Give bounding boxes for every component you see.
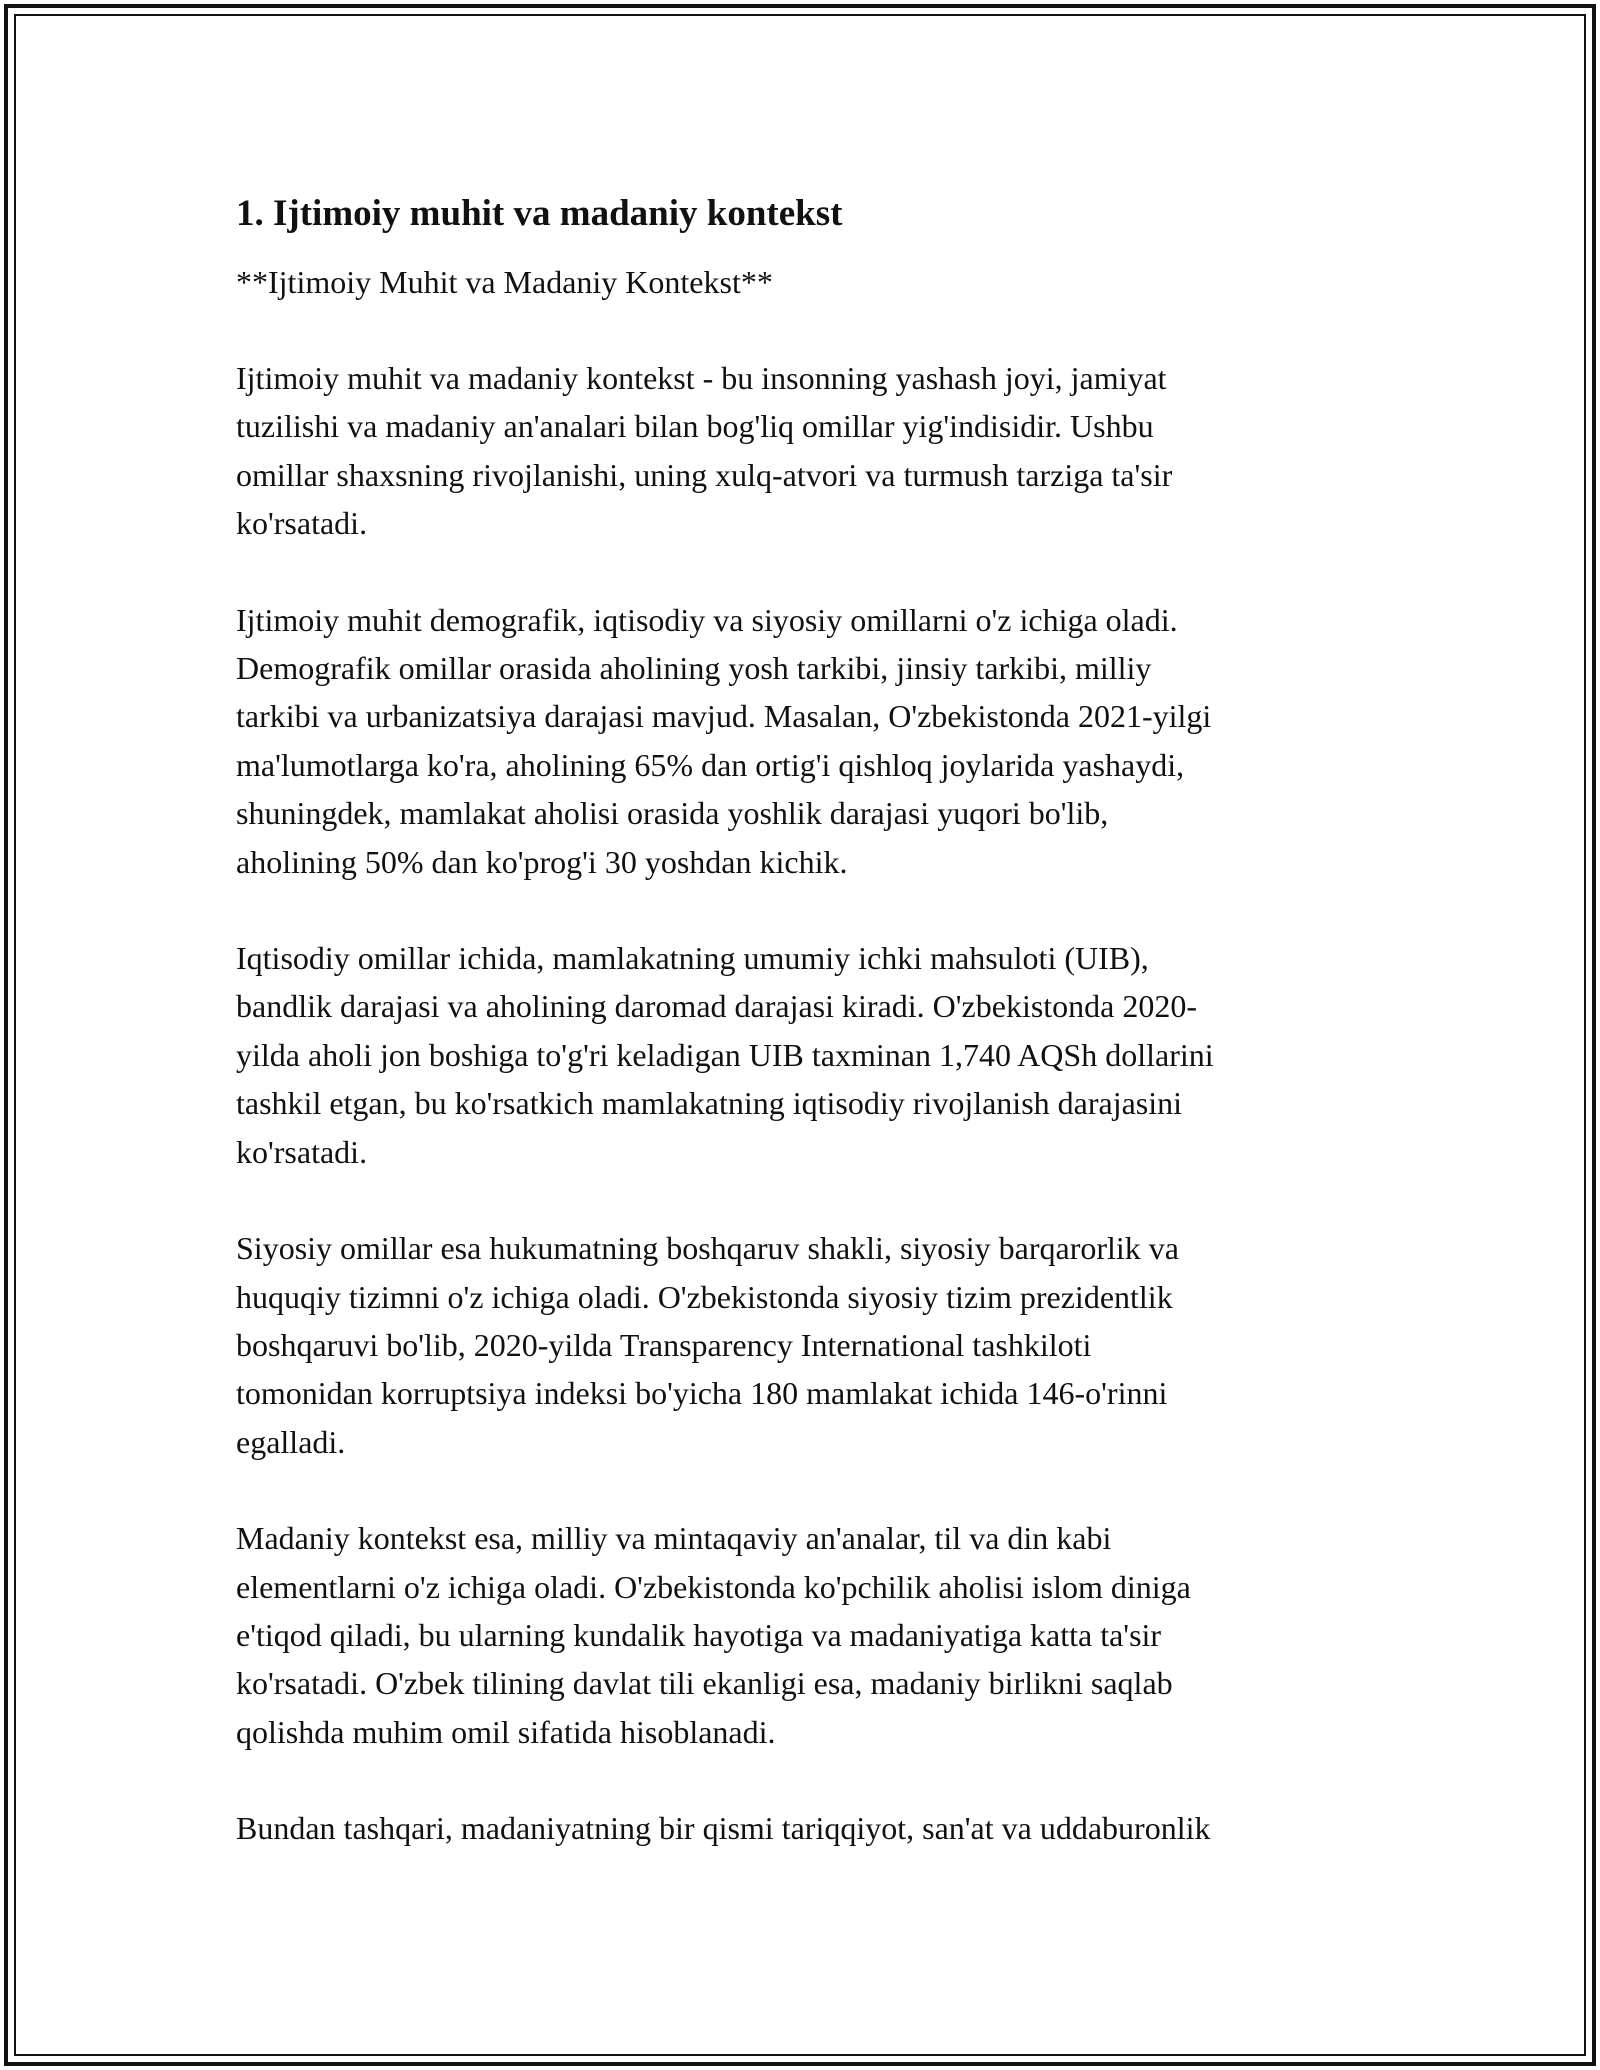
section-heading: 1. Ijtimoiy muhit va madaniy kontekst — [236, 193, 843, 234]
paragraph-economic-factors: Iqtisodiy omillar ichida, mamlakatning umumiy ichki mahsuloti (UIB), bandlik darajasi va aholining daromad darajasi kiradi. O'zbekistonda 2020- yilda aholi jon boshiga to'g'ri keladigan UIB taxminan 1,740 AQSh dollarini tashkil etgan, bu ko'rsatkich mamlakatning iqtisodiy rivojlanish darajasini ko'rsatadi. — [236, 940, 1214, 1170]
paragraph-continuation: Bundan tashqari, madaniyatning bir qismi tariqqiyot, san'at va uddaburonlik — [236, 1810, 1211, 1847]
document-body — [236, 186, 1376, 1853]
section-subtitle: **Ijtimoiy Muhit va Madaniy Kontekst** — [236, 264, 773, 300]
paragraph-political-factors: Siyosiy omillar esa hukumatning boshqaruv shakli, siyosiy barqarorlik va huquqiy tizimni o'z ichiga oladi. O'zbekistonda siyosiy tizim prezidentlik boshqaruvi bo'lib, 2020-yilda Transparency International tashkiloti tomonidan korruptsiya indeksi bo'yicha 180 mamlakat ichida 146-o'rinni egalladi. — [236, 1230, 1179, 1460]
paragraph-intro: Ijtimoiy muhit va madaniy kontekst - bu insonning yashash joyi, jamiyat tuzilishi va madaniy an'analari bilan bog'liq omillar yig'indisidir. Ushbu omillar shaxsning rivojlanishi, uning xulq-atvori va turmush tarziga ta'sir ko'rsatadi. — [236, 360, 1173, 542]
paragraph-cultural-context: Madaniy kontekst esa, milliy va mintaqaviy an'analar, til va din kabi elementlarni o'z ichiga oladi. O'zbekistonda ko'pchilik aholisi islom diniga e'tiqod qiladi, bu ularning kundalik hayotiga va madaniyatiga katta ta'sir ko'rsatadi. O'zbek tilining davlat tili ekanligi esa, madaniy birlikni saqlab qolishda muhim omil sifatida hisoblanadi. — [236, 1520, 1191, 1750]
paragraph-social-environment: Ijtimoiy muhit demografik, iqtisodiy va siyosiy omillarni o'z ichiga oladi. Demografik omillar orasida aholining yosh tarkibi, jinsiy tarkibi, milliy tarkibi va urbanizatsiya darajasi mavjud. Masalan, O'zbekistonda 2021-yilgi ma'lumotlarga ko'ra, aholining 65% dan ortig'i qishloq joylarida yashaydi, shuningdek, mamlakat aholisi orasida yoshlik darajasi yuqori bo'lib, aholining 50% dan ko'prog'i 30 yoshdan kichik. — [236, 601, 1212, 880]
